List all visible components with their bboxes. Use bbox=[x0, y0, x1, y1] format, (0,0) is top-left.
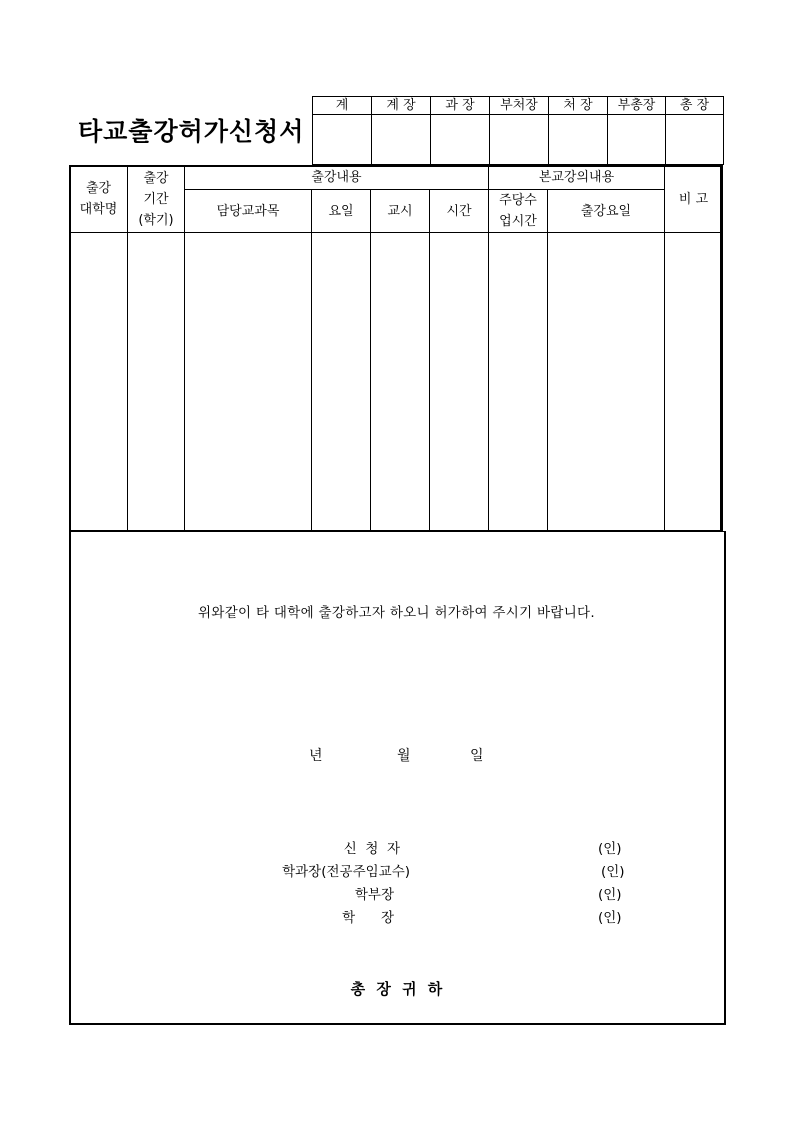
header-lecture-univ: 출강 대학명 bbox=[70, 166, 128, 233]
header-period-no: 교시 bbox=[371, 190, 430, 233]
seal-division-head: (인) bbox=[598, 887, 622, 903]
signer-applicant-label: 신 청 자 bbox=[343, 841, 400, 857]
approval-header: 부총장 bbox=[608, 97, 666, 115]
signer-division-head-label: 학부장 bbox=[354, 887, 394, 903]
cell-period-no[interactable] bbox=[371, 233, 430, 531]
cell-remarks[interactable] bbox=[665, 233, 723, 531]
approval-sign-box[interactable] bbox=[490, 115, 549, 165]
cell-lecture-period[interactable] bbox=[128, 233, 185, 531]
approval-header: 계 bbox=[313, 97, 372, 115]
lecture-table bbox=[69, 165, 723, 531]
header-day: 요일 bbox=[312, 190, 371, 233]
approval-sign-box[interactable] bbox=[313, 115, 372, 165]
header-hours: 시간 bbox=[430, 190, 489, 233]
approval-table bbox=[312, 96, 724, 165]
seal-applicant: (인) bbox=[598, 841, 622, 857]
header-subject: 담당교과목 bbox=[185, 190, 312, 233]
closing-addressee: 총 장 귀 하 bbox=[350, 980, 443, 998]
request-statement: 위와같이 타 대학에 출강하고자 하오니 허가하여 주시기 바랍니다. bbox=[198, 605, 595, 621]
date-year-label: 년 bbox=[309, 748, 323, 764]
cell-lecture-univ[interactable] bbox=[70, 233, 128, 531]
approval-sign-box[interactable] bbox=[431, 115, 490, 165]
seal-dept-head: (인) bbox=[601, 864, 625, 880]
header-lecture-period: 출강 기간 (학기) bbox=[128, 166, 185, 233]
approval-sign-box[interactable] bbox=[666, 115, 724, 165]
cell-hours[interactable] bbox=[430, 233, 489, 531]
header-home-content: 본교강의내용 bbox=[489, 166, 665, 190]
approval-header: 부처장 bbox=[490, 97, 549, 115]
approval-header: 계 장 bbox=[372, 97, 431, 115]
document-title: 타교출강허가신청서 bbox=[78, 117, 305, 146]
date-day-label: 일 bbox=[470, 748, 484, 764]
header-lecture-content: 출강내용 bbox=[185, 166, 489, 190]
cell-subject[interactable] bbox=[185, 233, 312, 531]
seal-dean: (인) bbox=[598, 910, 622, 926]
signer-dean-label: 학 장 bbox=[342, 910, 394, 926]
cell-weekly-hours[interactable] bbox=[489, 233, 548, 531]
approval-header: 처 장 bbox=[549, 97, 608, 115]
approval-header: 과 장 bbox=[431, 97, 490, 115]
cell-day[interactable] bbox=[312, 233, 371, 531]
approval-sign-box[interactable] bbox=[608, 115, 666, 165]
cell-lecture-day[interactable] bbox=[548, 233, 665, 531]
approval-header: 총 장 bbox=[666, 97, 724, 115]
approval-sign-box[interactable] bbox=[372, 115, 431, 165]
approval-sign-box[interactable] bbox=[549, 115, 608, 165]
signer-dept-head-label: 학과장(전공주임교수) bbox=[282, 864, 410, 880]
date-month-label: 월 bbox=[397, 748, 411, 764]
header-weekly-hours: 주당수 업시간 bbox=[489, 190, 548, 233]
header-lecture-day: 출강요일 bbox=[548, 190, 665, 233]
header-remarks: 비 고 bbox=[665, 166, 723, 233]
